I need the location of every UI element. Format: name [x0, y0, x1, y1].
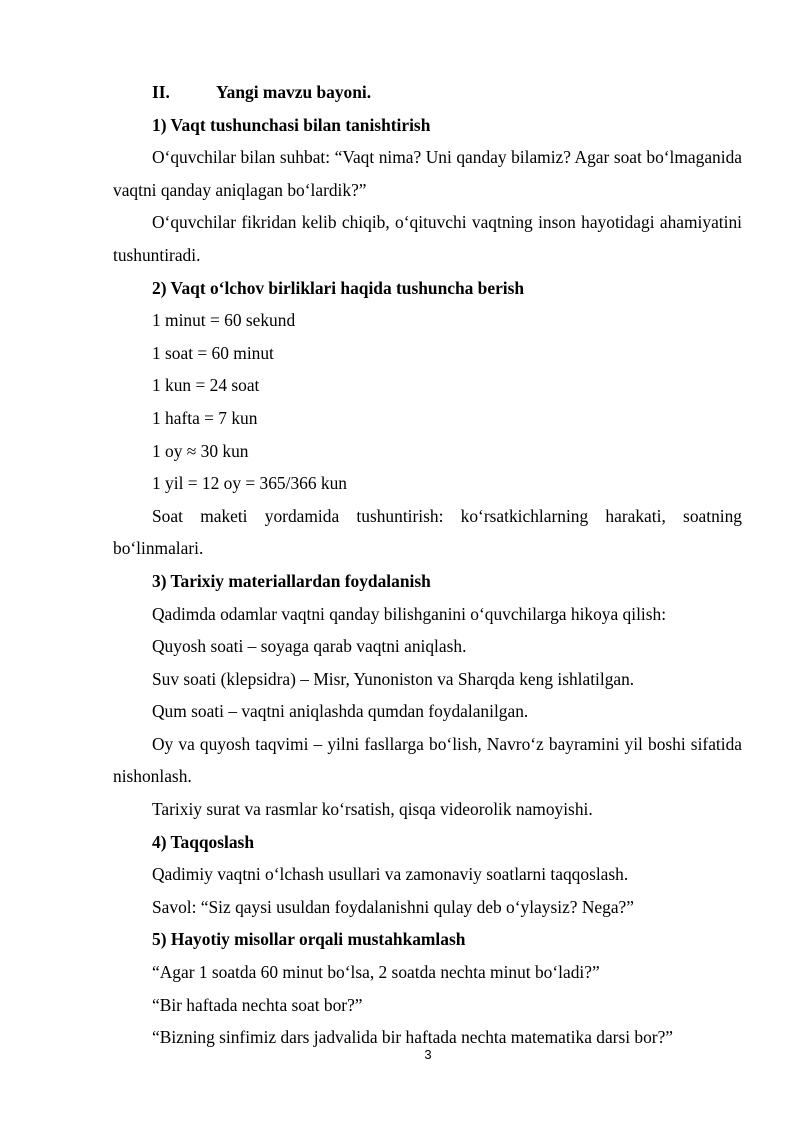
unit-line-week: 1 hafta = 7 kun [152, 407, 258, 428]
subheading-historical-materials: 3) Tarixiy materiallardan foydalanish [152, 570, 431, 591]
paragraph-pictures-video: Tarixiy surat va rasmlar ko‘rsatish, qisqa videorolik namoyishi. [152, 799, 593, 820]
subheading-comparison: 4) Taqqoslash [152, 831, 254, 852]
section-number: II. [152, 82, 170, 102]
paragraph-conversation: O‘quvchilar bilan suhbat: “Vaqt nima? Uni qanday bilamiz? Agar soat bo‘lmaganida vaqtni qanday aniqlagan bo‘lardik?” [113, 147, 742, 200]
paragraph-clock-model: Soat maketi yordamida tushuntirish: ko‘rsatkichlarning harakati, soatning bo‘linmalari. [113, 505, 742, 559]
paragraph-compare-methods: Qadimiy vaqtni o‘lchash usullari va zamonaviy soatlarni taqqoslash. [152, 864, 629, 885]
paragraph-question: Savol: “Siz qaysi usuldan foydalanishni qulay deb o‘ylaysiz? Nega?” [152, 896, 634, 917]
section-heading [113, 76, 742, 109]
unit-line-month: 1 oy ≈ 30 kun [152, 440, 249, 461]
subheading-time-concept: 1) Vaqt tushunchasi bilan tanishtirish [152, 114, 431, 135]
unit-line-minute: 1 minut = 60 sekund [152, 310, 296, 331]
example-question-2: “Bir haftada nechta soat bor?” [152, 994, 363, 1015]
unit-line-year: 1 yil = 12 oy = 365/366 kun [152, 473, 347, 494]
paragraph-sundial: Quyosh soati – soyaga qarab vaqtni aniqlash. [152, 636, 467, 657]
subheading-life-examples: 5) Hayotiy misollar orqali mustahkamlash [152, 929, 466, 950]
subheading-time-units: 2) Vaqt o‘lchov birliklari haqida tushuncha berish [152, 277, 525, 298]
paragraph-water-clock: Suv soati (klepsidra) – Misr, Yunoniston va Sharqda keng ishlatilgan. [152, 668, 635, 689]
section-title: Yangi mavzu bayoni. [216, 82, 372, 102]
unit-line-day: 1 kun = 24 soat [152, 375, 260, 396]
page-number: 3 [424, 1047, 432, 1062]
example-question-3: “Bizning sinfimiz dars jadvalida bir haftada nechta matematika darsi bor?” [152, 1027, 674, 1048]
paragraph-calendar: Oy va quyosh taqvimi – yilni fasllarga bo‘lish, Navro‘z bayramini yil boshi sifatida nishonlash. [113, 733, 742, 787]
document-page [113, 76, 742, 1054]
paragraph-teacher-explains: O‘quvchilar fikridan kelib chiqib, o‘qituvchi vaqtning inson hayotidagi ahamiyatini tushuntiradi. [113, 212, 742, 265]
paragraph-story-intro: Qadimda odamlar vaqtni qanday bilishganini o‘quvchilarga hikoya qilish: [152, 603, 667, 624]
example-question-1: “Agar 1 soatda 60 minut bo‘lsa, 2 soatda nechta minut bo‘ladi?” [152, 962, 600, 983]
paragraph-hourglass: Qum soati – vaqtni aniqlashda qumdan foydalanilgan. [152, 701, 529, 722]
unit-line-hour: 1 soat = 60 minut [152, 342, 274, 363]
